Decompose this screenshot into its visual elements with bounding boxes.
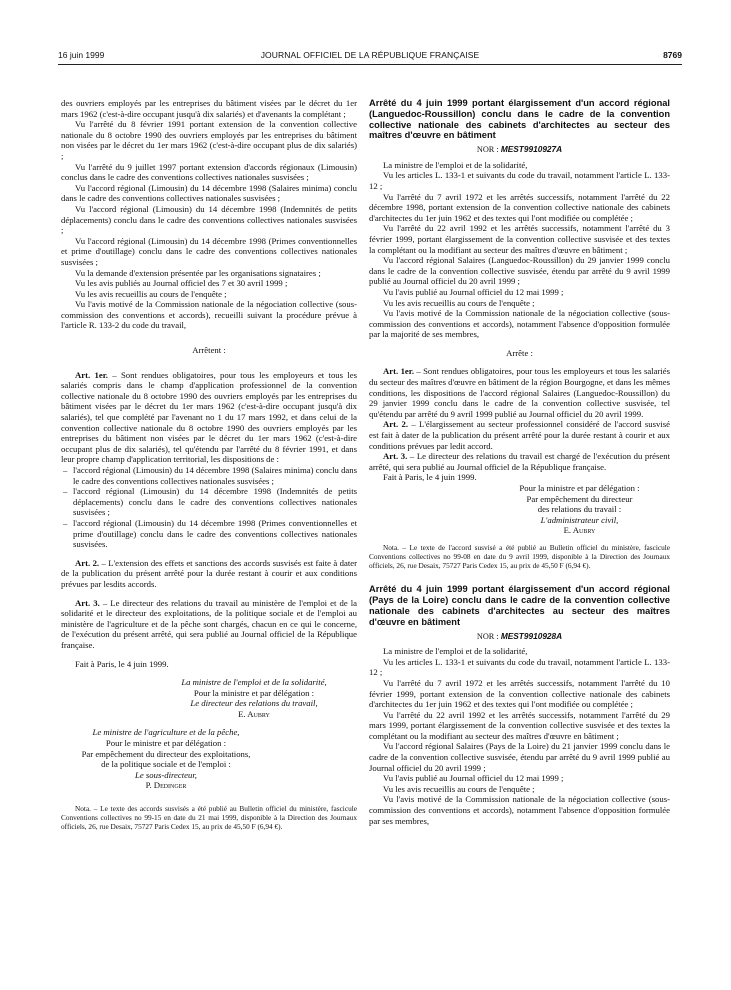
signature-line: L'administrateur civil, — [540, 514, 619, 525]
article-3 — [61, 598, 357, 651]
signature-line: Pour la ministre et par délégation : — [193, 687, 315, 698]
signature-line: Le directeur des relations du travail, — [190, 698, 318, 709]
article-1-text: – Sont rendues obligatoires, pour tous les employeurs et tous les salariés du secteur des maîtres d'œuvre en bâtiment de la région Bourgogne, et dans les mêmes conditions, les dispositions de l'accord régional Salaires (Languedoc-Roussillon) du 29 janvier 1999 conclu dans le cadre de la convention collective susvisée, tel qu'étendu par arrêté du 9 avril 1999 publié au Journal officiel du 20 avril 1999. — [369, 366, 670, 419]
visa: Vu l'accord régional (Limousin) du 14 décembre 1998 (Salaires minima) conclu dans le cadre des conventions collectives nationales susvisées ; — [61, 182, 357, 204]
visa: Vu l'arrêté du 22 avril 1992 et les arrêtés successifs, notamment l'arrêté du 29 mars 1999, portant élargissement de la convention collective susvisée et des textes la complétant ou la modifiant au secteur des maîtres d'œuvre en bâtiment ; — [369, 709, 670, 741]
signature-block-1 — [61, 677, 357, 719]
article-3 — [369, 451, 670, 472]
signature-block-2 — [61, 727, 271, 791]
arrete-title: Arrêté du 4 juin 1999 portant élargissement d'un accord régional (Languedoc-Roussillon) conclu dans le cadre de la convention collective nationale des cabinets d'architectes au secteur des maîtres d'œuvre en bâtiment — [369, 98, 670, 141]
signatory-name: E. Aubry — [238, 708, 270, 719]
visa: Vu les articles L. 133-1 et suivants du code du travail, notamment l'article L. 133-12 ; — [369, 170, 670, 191]
arrete-heading: Arrête : — [506, 347, 533, 358]
article-2-text: – L'élargissement au secteur professionnel considéré de l'accord susvisé est fait à dater de la publication du présent arrêté pour la durée restant à courir et aux conditions prévues par ledit accord. — [369, 419, 671, 451]
article-2 — [61, 558, 357, 590]
signature-line: Par empêchement du directeur des exploitations, — [81, 748, 251, 759]
arrete-title: Arrêté du 4 juin 1999 portant élargissement d'un accord régional (Pays de la Loire) conclu dans le cadre de la convention collective nationale des cabinets d'architectes au secteur des maîtres d'œuvre en bâtiment — [369, 584, 670, 627]
visa: Vu les avis publiés au Journal officiel des 7 et 30 avril 1999 ; — [75, 278, 288, 289]
article-1 — [369, 366, 670, 419]
visa: Vu l'avis motivé de la Commission nationale de la négociation collective (sous-commission des conventions et accords), notamment l'absence d'opposition formulée par la majorité de ses membres, — [369, 308, 670, 340]
signatory-name: E. Aubry — [563, 525, 596, 536]
left-column — [61, 98, 357, 831]
visa: Vu l'arrêté du 9 juillet 1997 portant extension d'accords régionaux (Limousin) conclus dans le cadre des conventions collectives nationales susvisées ; — [61, 161, 357, 183]
signature-line: de la politique sociale et de l'emploi : — [101, 759, 231, 770]
visa: Vu l'arrêté du 8 février 1991 portant extension de la convention collective nationale du 8 octobre 1990 des ouvriers employés par les entreprises du bâtiment non visées par le décret du 1er mars 1962 (c'est-à-dire occupant plus de dix salariés) ; — [61, 119, 357, 161]
visa: Vu l'accord régional Salaires (Languedoc-Roussillon) du 29 janvier 1999 conclu dans le cadre de la convention collective susvisée, étendu par arrêté du 9 avril 1999 publié au Journal officiel du 20 avril 1999 ; — [369, 255, 670, 287]
article-1-item: – l'accord régional (Limousin) du 14 décembre 1998 (Indemnités de petits déplacements) conclu dans le cadre des conventions collectives nationales susvisées ; — [61, 486, 357, 518]
article-2 — [369, 419, 670, 451]
visa: Vu l'arrêté du 7 avril 1972 et les arrêtés successifs, notamment l'arrêté du 10 février 1999, portant extension de la convention collective nationale des cabinets d'architectes du 1er juin 1962 et des textes qui l'ont modifiée ou complétée ; — [369, 677, 670, 710]
visa: Vu l'arrêté du 22 avril 1992 et les arrêtés successifs, notamment l'arrêté du 3 février 1999, portant élargissement de la convention collective susvisée et des textes la complétant ou la modifiant au secteur des maîtres d'œuvre en bâtiment ; — [369, 223, 670, 255]
signature-block — [369, 483, 670, 536]
nor-code: MEST9910927A — [500, 144, 563, 155]
arretent-heading: Arrêtent : — [192, 345, 226, 356]
article-1-item: – l'accord régional (Limousin) du 14 décembre 1998 (Salaires minima) conclu dans le cadre des conventions collectives nationales susvisées ; — [61, 465, 357, 486]
signatory-name: P. Dedinger — [145, 780, 187, 791]
nor-label: NOR : — [476, 145, 499, 155]
nor-label: NOR : — [476, 631, 499, 641]
fait-a-paris: Fait à Paris, le 4 juin 1999. — [383, 472, 477, 483]
visa: Vu l'accord régional (Limousin) du 14 décembre 1998 (Primes conventionnelles et prime d'outillage) conclu dans le cadre des conventions collectives nationales susvisées ; — [61, 235, 357, 267]
opening-text: des ouvriers employés par les entreprises du bâtiment visées par le décret du 1er mars 1962 (c'est-à-dire occupant jusqu'à dix salariés) et d'avenants la complétant ; — [61, 98, 357, 119]
nota-note: Nota. – Le texte de l'accord susvisé a été publié au Bulletin officiel du ministère, fascicule Conventions collectives no 99-08 en date du 9 avril 1999, disponible à la Direction des Journaux officiels, 26, rue Desaix, 75727 Paris Cedex 15, au prix de 45,50 F (6,94 €). — [369, 542, 670, 570]
visa: Vu l'avis publié au Journal officiel du 12 mai 1999 ; — [383, 773, 564, 784]
fait-a-paris: Fait à Paris, le 4 juin 1999. — [75, 658, 169, 669]
article-1-label: Art. 1er. — [75, 369, 108, 380]
visa: Vu l'accord régional Salaires (Pays de la Loire) du 21 janvier 1999 conclu dans le cadre de la convention collective susvisée, étendu par arrêté du 9 avril 1999 publié au Journal officiel du 20 avril 1999 ; — [369, 741, 670, 773]
article-1-item: – l'accord régional (Limousin) du 14 décembre 1998 (Primes conventionnelles et prime d'outillage) conclu dans le cadre des conventions collectives nationales susvisées. — [61, 518, 357, 550]
visa: La ministre de l'emploi et de la solidarité, — [383, 646, 528, 657]
signature-line: Le ministre de l'agriculture et de la pêche, — [92, 727, 240, 738]
article-3-text: – Le directeur des relations du travail au ministère de l'emploi et de la solidarité et le directeur des exploitations, de la politique sociale et de l'emploi au ministère de l'agriculture et de la pêche sont chargés, chacun en ce qui le concerne, de l'exécution du présent arrêté, qui sera publié au Journal officiel de la République française. — [61, 597, 358, 650]
visa: Vu l'avis publié au Journal officiel du 12 mai 1999 ; — [383, 286, 564, 297]
article-2-label: Art. 2. — [75, 557, 100, 568]
article-2-label: Art. 2. — [383, 419, 409, 430]
visa: Vu la demande d'extension présentée par les organisations signataires ; — [75, 267, 321, 278]
visa: Vu l'avis motivé de la Commission nationale de la négociation collective (sous-commission des conventions et accords), recueilli suivant la procédure prévue à l'article R. 133-2 du code du travail, — [61, 299, 357, 331]
visa: Vu l'arrêté du 7 avril 1972 et les arrêtés successifs, notamment l'arrêté du 22 décembre 1998, portant extension de la convention collective nationale des cabinets d'architectes du 1er juin 1962 et des textes qui l'ont modifiée ou complétée ; — [369, 191, 670, 223]
visa: Vu les avis recueillis au cours de l'enquête ; — [75, 288, 227, 299]
header-date: 16 juin 1999 — [58, 50, 105, 60]
visa: Vu l'avis motivé de la Commission nationale de la négociation collective (sous-commission des conventions et accords), notamment l'absence d'opposition formulée par ses membres, — [369, 794, 670, 826]
header-title: JOURNAL OFFICIEL DE LA RÉPUBLIQUE FRANÇAISE — [260, 50, 480, 60]
article-3-text: – Le directeur des relations du travail est chargé de l'exécution du présent arrêté, qui sera publié au Journal officiel de la République française. — [369, 451, 670, 472]
nor-reference — [369, 631, 670, 643]
article-1-label: Art. 1er. — [383, 366, 414, 377]
signature-line: Pour la ministre et par délégation : — [519, 483, 640, 493]
article-1-text: – Sont rendues obligatoires, pour tous les employeurs et tous les salariés compris dans le champ d'application professionnel de la convention collective nationale du 8 octobre 1990 des ouvriers employés par les entreprises du bâtiment visées par le décret du 1er mars 1962 (c'est-à-dire occupant jusqu'à dix salariés), tel que complété par l'avenant no 1 du 17 mars 1992, et dans celui de la convention collective nationale du 8 octobre 1990 des ouvriers employés par les entreprises du bâtiment non visées par le décret du 1er mars 1962 (c'est-à-dire occupant plus de dix salariés), tel qu'étendu par l'arrêté du 8 février 1991, et dans leur propre champ d'application territorial, les dispositions de : — [61, 369, 357, 465]
signature-line: Le sous-directeur, — [135, 769, 197, 780]
article-3-label: Art. 3. — [75, 597, 100, 608]
article-2-text: – L'extension des effets et sanctions des accords susvisés est faite à dater de la publication du présent arrêté pour la durée restant à courir et aux conditions prévues par lesdits accords. — [61, 557, 357, 589]
article-3-label: Art. 3. — [383, 451, 408, 462]
signature-line: La ministre de l'emploi et de la solidarité, — [181, 677, 327, 688]
page-header — [58, 50, 682, 64]
right-column — [369, 98, 670, 826]
visa: Vu les articles L. 133-1 et suivants du code du travail, notamment l'article L. 133-12 ; — [369, 656, 670, 678]
header-page-number: 8769 — [663, 50, 682, 60]
header-rule — [58, 64, 682, 65]
visa: Vu les avis recueillis au cours de l'enquête ; — [383, 297, 535, 308]
article-1 — [61, 370, 357, 465]
signature-line: Par empêchement du directeur — [526, 493, 633, 504]
nor-code: MEST9910928A — [500, 630, 563, 641]
visa: Vu l'accord régional (Limousin) du 14 décembre 1998 (Indemnités de petits déplacements) conclu dans le cadre des conventions collectives nationales susvisées ; — [61, 203, 357, 236]
visa: Vu les avis recueillis au cours de l'enquête ; — [383, 783, 535, 794]
visa: La ministre de l'emploi et de la solidarité, — [383, 159, 528, 170]
signature-line: des relations du travail : — [537, 504, 622, 515]
nor-reference — [369, 144, 670, 156]
nota-note: Nota. – Le texte des accords susvisés a été publié au Bulletin officiel du ministère, fascicule Conventions collectives no 99-15 en date du 21 mai 1999, disponible à la Direction des Journaux officiels, 26, rue Desaix, 75727 Paris Cedex 15, au prix de 45,50 F (6,94 €). — [61, 804, 357, 831]
signature-line: Pour le ministre et par délégation : — [105, 738, 227, 749]
